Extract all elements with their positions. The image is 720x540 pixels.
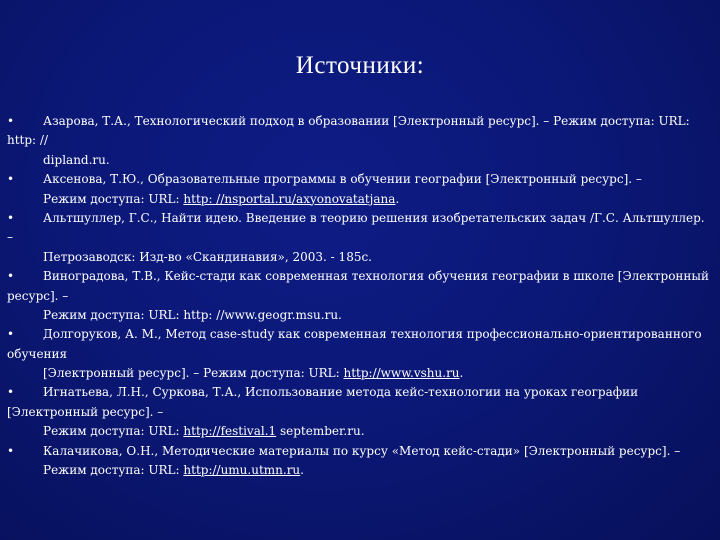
ref-text: – [7,230,13,245]
ref-text: Режим доступа: URL: [43,191,184,206]
bullet-icon: • [7,327,15,342]
list-item [7,325,720,344]
ref-text: [Электронный ресурс]. – Режим доступа: URL: [43,366,344,381]
ref-text: Режим доступа: URL: [43,463,184,478]
ref-text: [Электронный ресурс]. – [7,404,164,419]
list-item [7,112,720,131]
ref-link[interactable]: http://www.vshu.ru [343,366,460,381]
ref-text: Режим доступа: URL: [43,424,184,439]
ref-text: Петрозаводск: Изд-во «Скандинавия», 2003. - 185с. [43,249,372,264]
ref-text: dipland.ru. [43,152,110,167]
ref-link[interactable]: http://umu.utmn.ru [183,463,301,478]
bullet-icon: • [7,269,15,284]
ref-text: september.ru. [276,424,365,439]
references-list [7,112,720,480]
bullet-icon: • [7,385,15,400]
ref-text: Долгоруков, А. М., Метод case-study как современная технология профессионально-ориентированного [43,327,702,342]
ref-text: . [459,366,464,381]
ref-text: Аксенова, Т.Ю., Образовательные программы в обучении географии [Электронный ресурс]. – [43,172,642,187]
list-item [7,170,720,189]
bullet-icon: • [7,114,15,128]
ref-text: . [300,463,304,478]
ref-text: Игнатьева, Л.Н., Суркова, Т.А., Использование метода кейс-технологии на уроках географии [43,385,639,400]
ref-text: Виноградова, Т.В., Кейс-стади как современная технология обучения географии в школе [Электронный [43,269,709,284]
list-item [7,383,720,402]
list-item [7,267,720,286]
ref-text: ресурс]. – [7,288,69,303]
ref-link[interactable]: http: //nsportal.ru/axyonovatatjana [183,191,396,206]
slide-title: Источники: [295,52,425,79]
ref-text: обучения [7,346,68,361]
ref-text: Азарова, Т.А., Технологический подход в образовании [Электронный ресурс]. – Режим доступа: URL: [43,114,690,128]
ref-text: Калачикова, О.Н., Методические материалы по курсу «Метод кейс-стади» [Электронный ресурс]. – [43,443,681,458]
ref-text: . [395,191,400,206]
bullet-icon: • [7,172,15,187]
ref-text: Режим доступа: URL: http: //www.geogr.msu.ru. [43,307,342,322]
bullet-icon: • [7,210,15,225]
list-item [7,209,720,228]
ref-text: http: // [7,133,48,148]
bullet-icon: • [7,443,15,458]
ref-link[interactable]: http://festival.1 [183,424,277,439]
ref-text: Альтшуллер, Г.С., Найти идею. Введение в теорию решения изобретательских задач /Г.С. Альтшуллер. [43,210,705,225]
list-item [7,442,720,461]
